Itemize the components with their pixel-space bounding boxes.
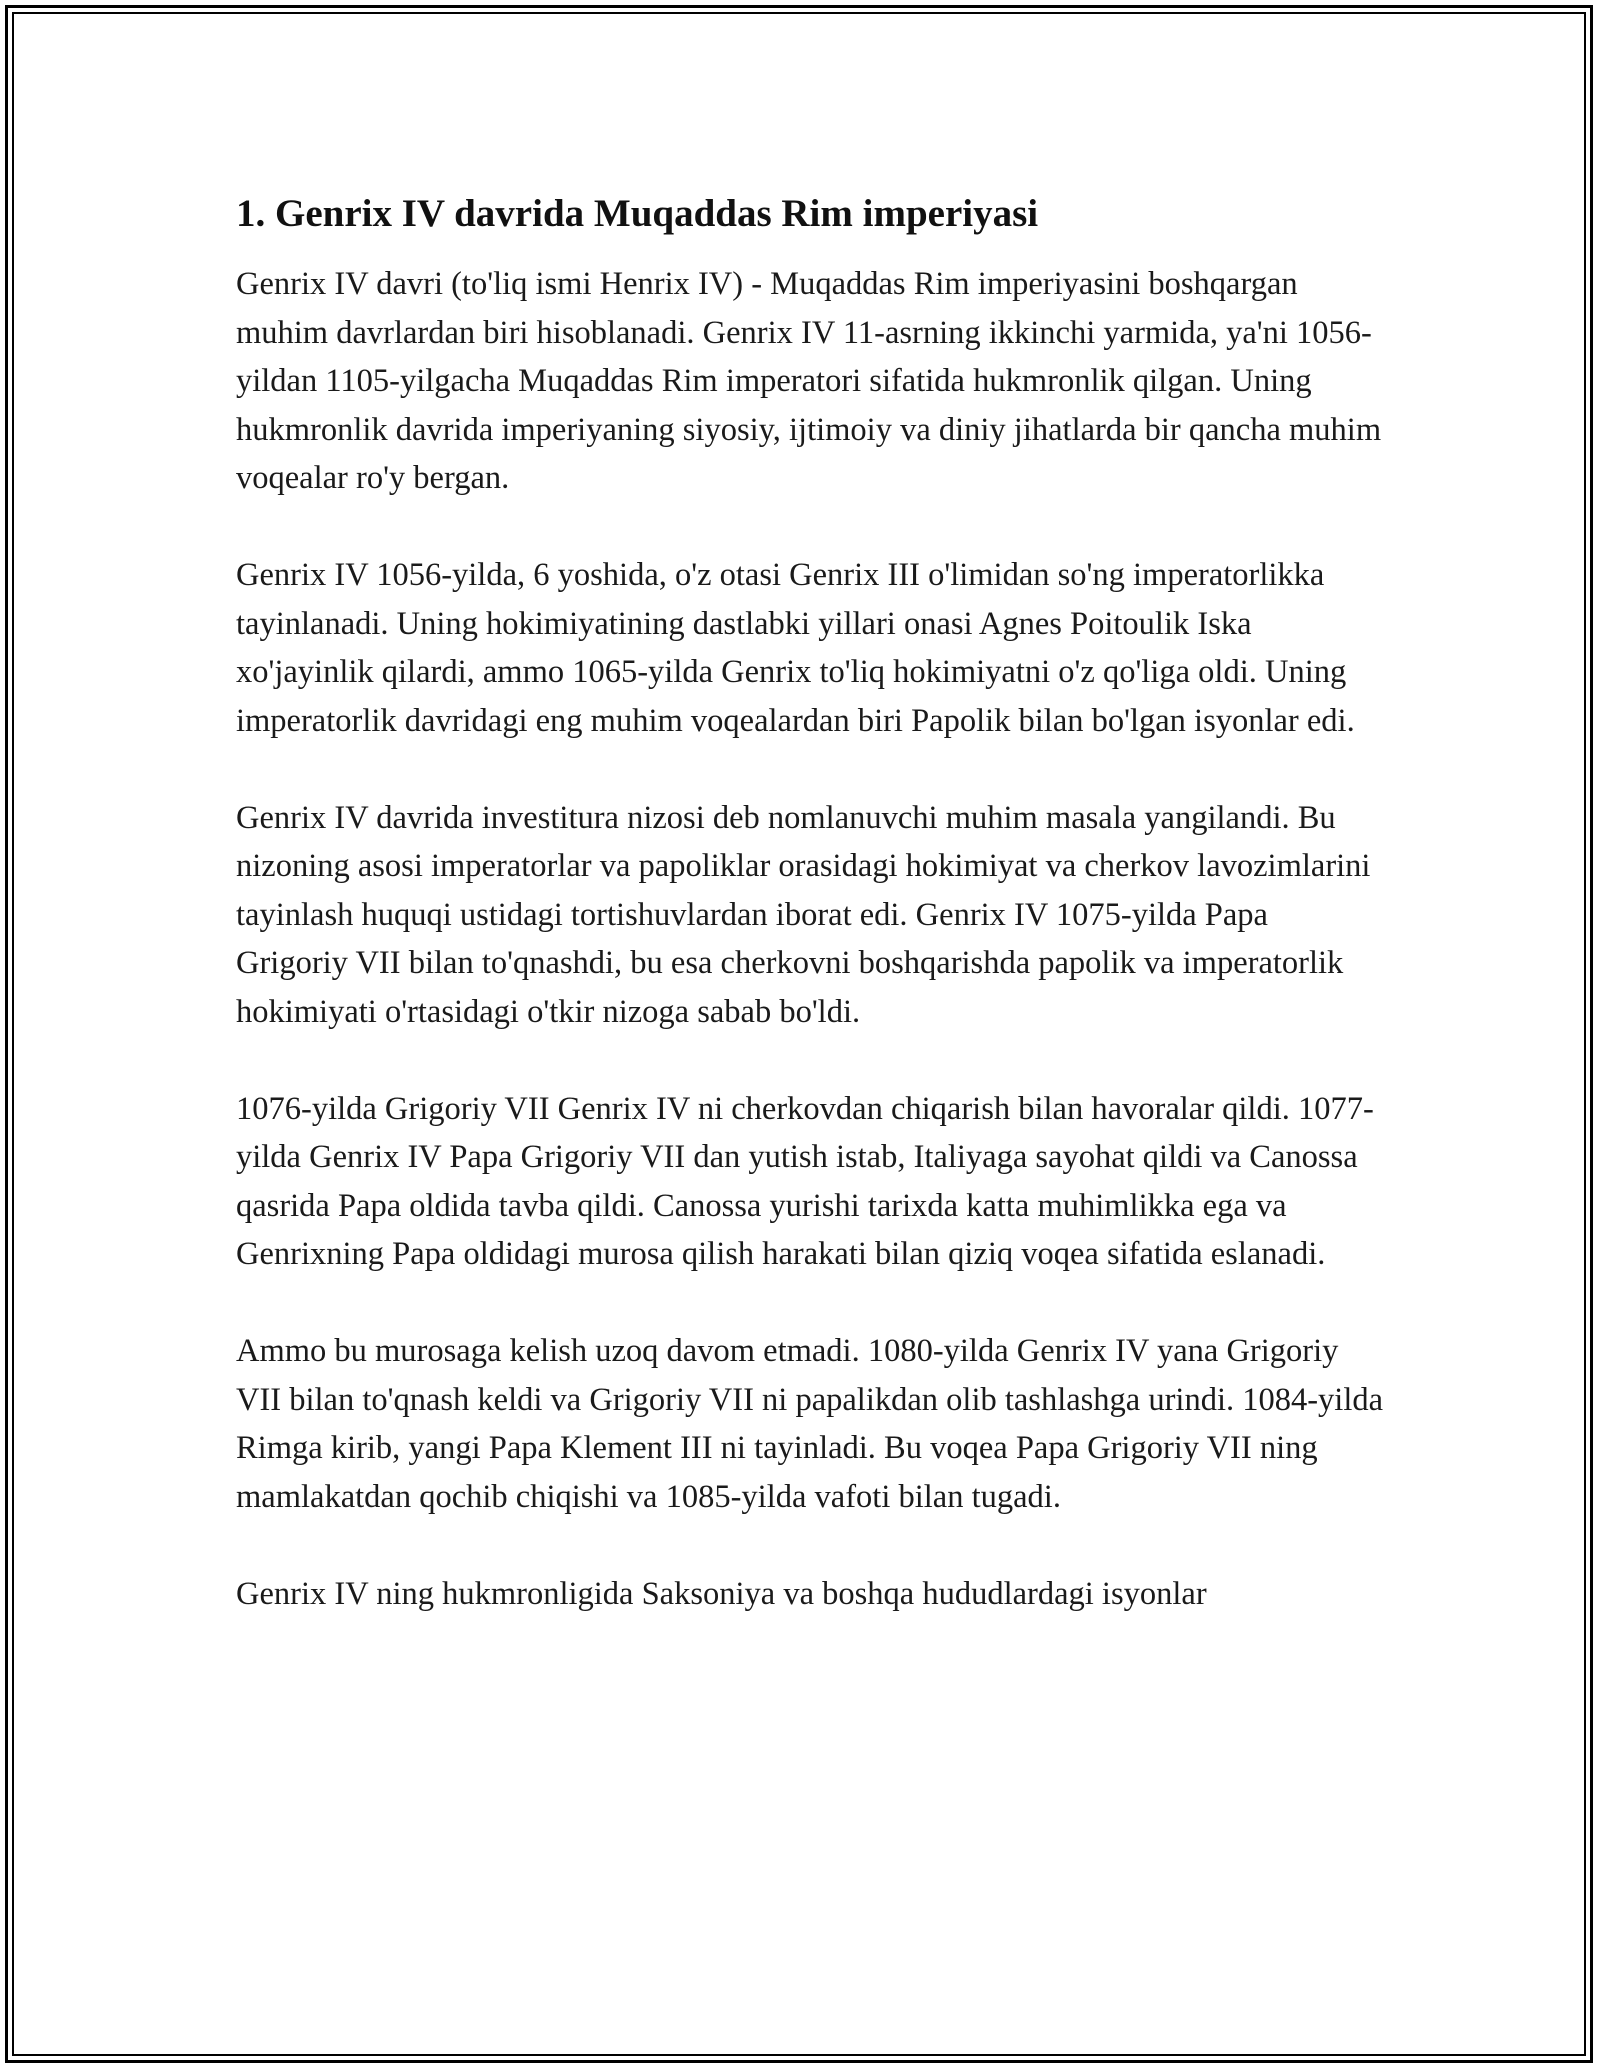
paragraph-3: Genrix IV davrida investitura nizosi deb nomlanuvchi muhim masala yangilandi. Bu nizoning asosi imperatorlar va papoliklar orasidagi hokimiyat va cherkov lavozimlarini tayinlash huquqi ustidagi tortishuvlardan iborat edi. Genrix IV 1075-yilda Papa Grigoriy VII bilan to'qnashdi, bu esa cherkovni boshqarishda papolik va imperatorlik hokimiyati o'rtasidagi o'tkir nizoga sabab bo'ldi. [236,799,1371,1030]
section-heading: 1. Genrix IV davrida Muqaddas Rim imperiyasi [236,192,1039,235]
document-body [236,188,1386,1618]
paragraph-5: Ammo bu murosaga kelish uzoq davom etmadi. 1080-yilda Genrix IV yana Grigoriy VII bilan to'qnash keldi va Grigoriy VII ni papalikdan olib tashlashga urindi. 1084-yilda Rimga kirib, yangi Papa Klement III ni tayinladi. Bu voqea Papa Grigoriy VII ning mamlakatdan qochib chiqishi va 1085-yilda vafoti bilan tugadi. [236,1333,1384,1515]
paragraph-2: Genrix IV 1056-yilda, 6 yoshida, o'z otasi Genrix III o'limidan so'ng imperatorlikka tayinlanadi. Uning hokimiyatining dastlabki yillari onasi Agnes Poitoulik Iska xo'jayinlik qilardi, ammo 1065-yilda Genrix to'liq hokimiyatni o'z qo'liga oldi. Uning imperatorlik davridagi eng muhim voqealardan biri Papolik bilan bo'lgan isyonlar edi. [236,557,1355,739]
paragraph-4: 1076-yilda Grigoriy VII Genrix IV ni cherkovdan chiqarish bilan havoralar qildi. 1077-yilda Genrix IV Papa Grigoriy VII dan yutish istab, Italiyaga sayohat qildi va Canossa qasrida Papa oldida tavba qildi. Canossa yurishi tarixda katta muhimlikka ega va Genrixning Papa oldidagi murosa qilish harakati bilan qiziq voqea sifatida eslanadi. [236,1090,1374,1272]
paragraph-6: Genrix IV ning hukmronligida Saksoniya va boshqa hududlardagi isyonlar [236,1575,1207,1612]
paragraph-1: Genrix IV davri (to'liq ismi Henrix IV) - Muqaddas Rim imperiyasini boshqargan muhim davrlardan biri hisoblanadi. Genrix IV 11-asrning ikkinchi yarmida, ya'ni 1056-yildan 1105-yilgacha Muqaddas Rim imperatori sifatida hukmronlik qilgan. Uning hukmronlik davrida imperiyaning siyosiy, ijtimoiy va diniy jihatlarda bir qancha muhim voqealar ro'y bergan. [236,266,1382,496]
